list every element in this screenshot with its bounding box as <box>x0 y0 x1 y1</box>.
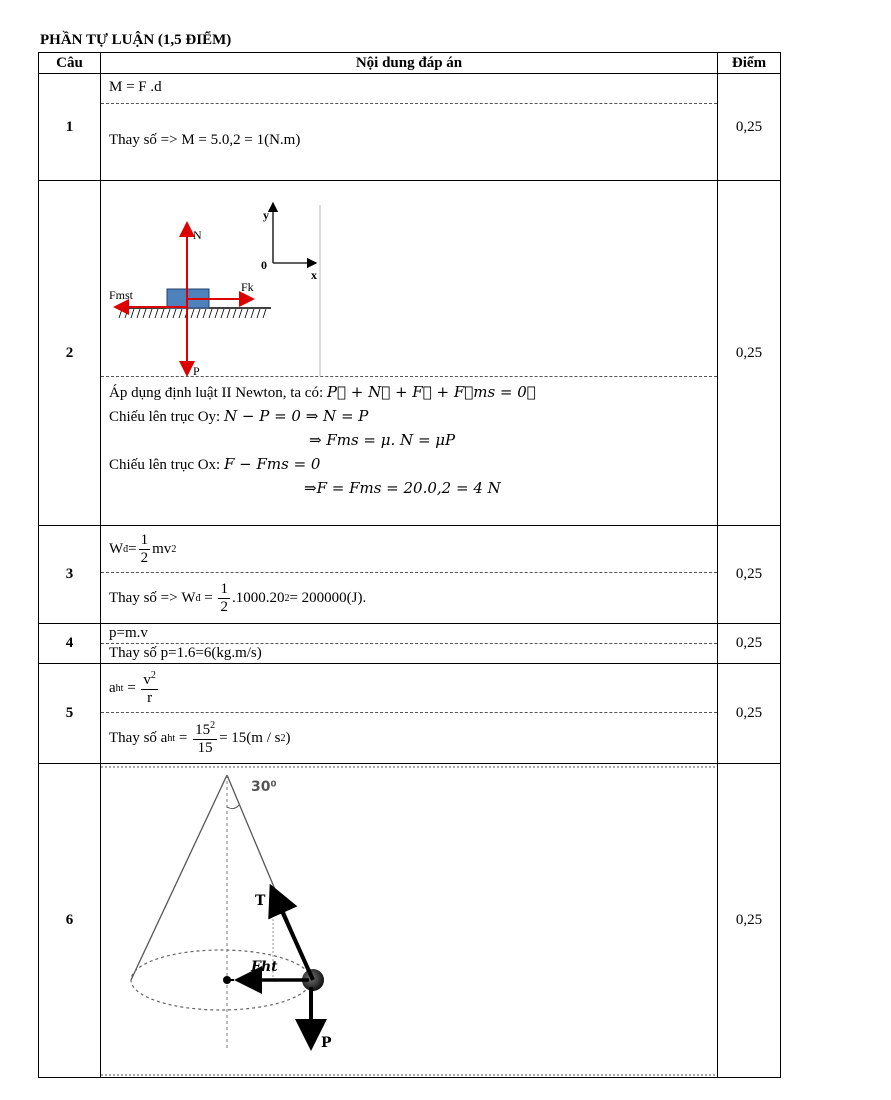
row-q2 <box>39 181 781 526</box>
q2-line3: ⇒ Fms = μ. N = μP <box>309 431 456 449</box>
label-P: P <box>321 1034 332 1051</box>
q4-line1: p=m.v <box>109 624 148 641</box>
q5-content <box>101 664 718 764</box>
tension-arrow <box>273 891 313 980</box>
cone-left-edge <box>131 775 227 980</box>
label-T: T <box>255 892 266 909</box>
q6-content <box>101 764 718 1078</box>
q1-score: 0,25 <box>718 74 781 181</box>
q1-line1: M = F .d <box>109 78 162 95</box>
q3-fraction1: $\frac{1}{2}$ <box>140 532 149 566</box>
q2-solution <box>101 376 717 503</box>
q3-line2: Thay số => W đ = $\frac{1}{2}$ .1000.20 2 = 200000(J). <box>101 572 717 623</box>
header-noi-dung: Nội dung đáp án <box>101 53 718 74</box>
angle-label: 30⁰ <box>251 778 277 795</box>
row-q6 <box>39 764 781 1078</box>
q2-force-diagram <box>101 181 718 376</box>
row-q5 <box>39 664 781 764</box>
q6-score: 0,25 <box>718 764 781 1078</box>
label-Fk: Fk <box>241 280 254 294</box>
q1-content <box>101 74 718 181</box>
q2-figure-area <box>101 181 717 376</box>
q6-number: 6 <box>39 764 101 1078</box>
q2-line1: Áp dụng định luật II Newton, ta có: P⃗ + N⃗ + F⃗ + F⃗ms = 0⃗ <box>109 383 536 401</box>
label-P: P <box>193 364 200 376</box>
label-Fht: Fht <box>251 958 278 975</box>
q2-line2: Chiếu lên trục Oy: N − P = 0 ⇒ N = P <box>109 407 369 425</box>
q2-score: 0,25 <box>718 181 781 526</box>
q5-number: 5 <box>39 664 101 764</box>
row-q3 <box>39 526 781 624</box>
axis-y-label: y <box>263 208 269 222</box>
q2-line5: ⇒F = Fms = 20.0,2 = 4 N <box>304 479 501 497</box>
q4-number: 4 <box>39 624 101 664</box>
answer-table <box>38 52 781 1078</box>
q1-number: 1 <box>39 74 101 181</box>
q3-score: 0,25 <box>718 526 781 624</box>
section-title: PHẦN TỰ LUẬN (1,5 ĐIỂM) <box>40 32 232 48</box>
q1-line2: Thay số => M = 5.0,2 = 1(N.m) <box>101 103 717 178</box>
q3-number: 3 <box>39 526 101 624</box>
q5-fraction1: $\frac{v^2}{r}$ <box>143 670 156 706</box>
label-Fmst: Fmst <box>109 288 134 302</box>
q4-content <box>101 624 718 664</box>
q4-score: 0,25 <box>718 624 781 664</box>
q6-conical-pendulum-diagram <box>101 765 718 1077</box>
q2-line4: Chiếu lên trục Ox: F − Fms = 0 <box>109 455 321 473</box>
q5-line1: a ht = $\frac{v^2}{r}$ <box>109 670 156 706</box>
row-q1 <box>39 74 781 181</box>
ground-hatch <box>119 309 266 318</box>
axis-x-label: x <box>311 268 317 282</box>
header-row <box>39 53 781 74</box>
row-q4 <box>39 624 781 664</box>
q2-number: 2 <box>39 181 101 526</box>
header-cau: Câu <box>39 53 101 74</box>
q3-line1: W đ = $\frac{1}{2}$ mv 2 <box>109 532 177 566</box>
q3-content <box>101 526 718 624</box>
q5-fraction2: $\frac{15^2}{15}$ <box>195 720 216 756</box>
axis-origin-label: 0 <box>261 258 267 272</box>
q5-score: 0,25 <box>718 664 781 764</box>
label-N: N <box>193 228 202 242</box>
q4-line2: Thay số p=1.6=6(kg.m/s) <box>101 643 717 663</box>
q2-content <box>101 181 718 526</box>
angle-arc <box>227 805 239 809</box>
q5-line2: Thay số a ht = $\frac{15^2}{15}$ = 15(m / s 2 ) <box>101 712 717 763</box>
header-diem: Điểm <box>718 53 781 74</box>
q3-fraction2: $\frac{1}{2}$ <box>220 581 228 615</box>
